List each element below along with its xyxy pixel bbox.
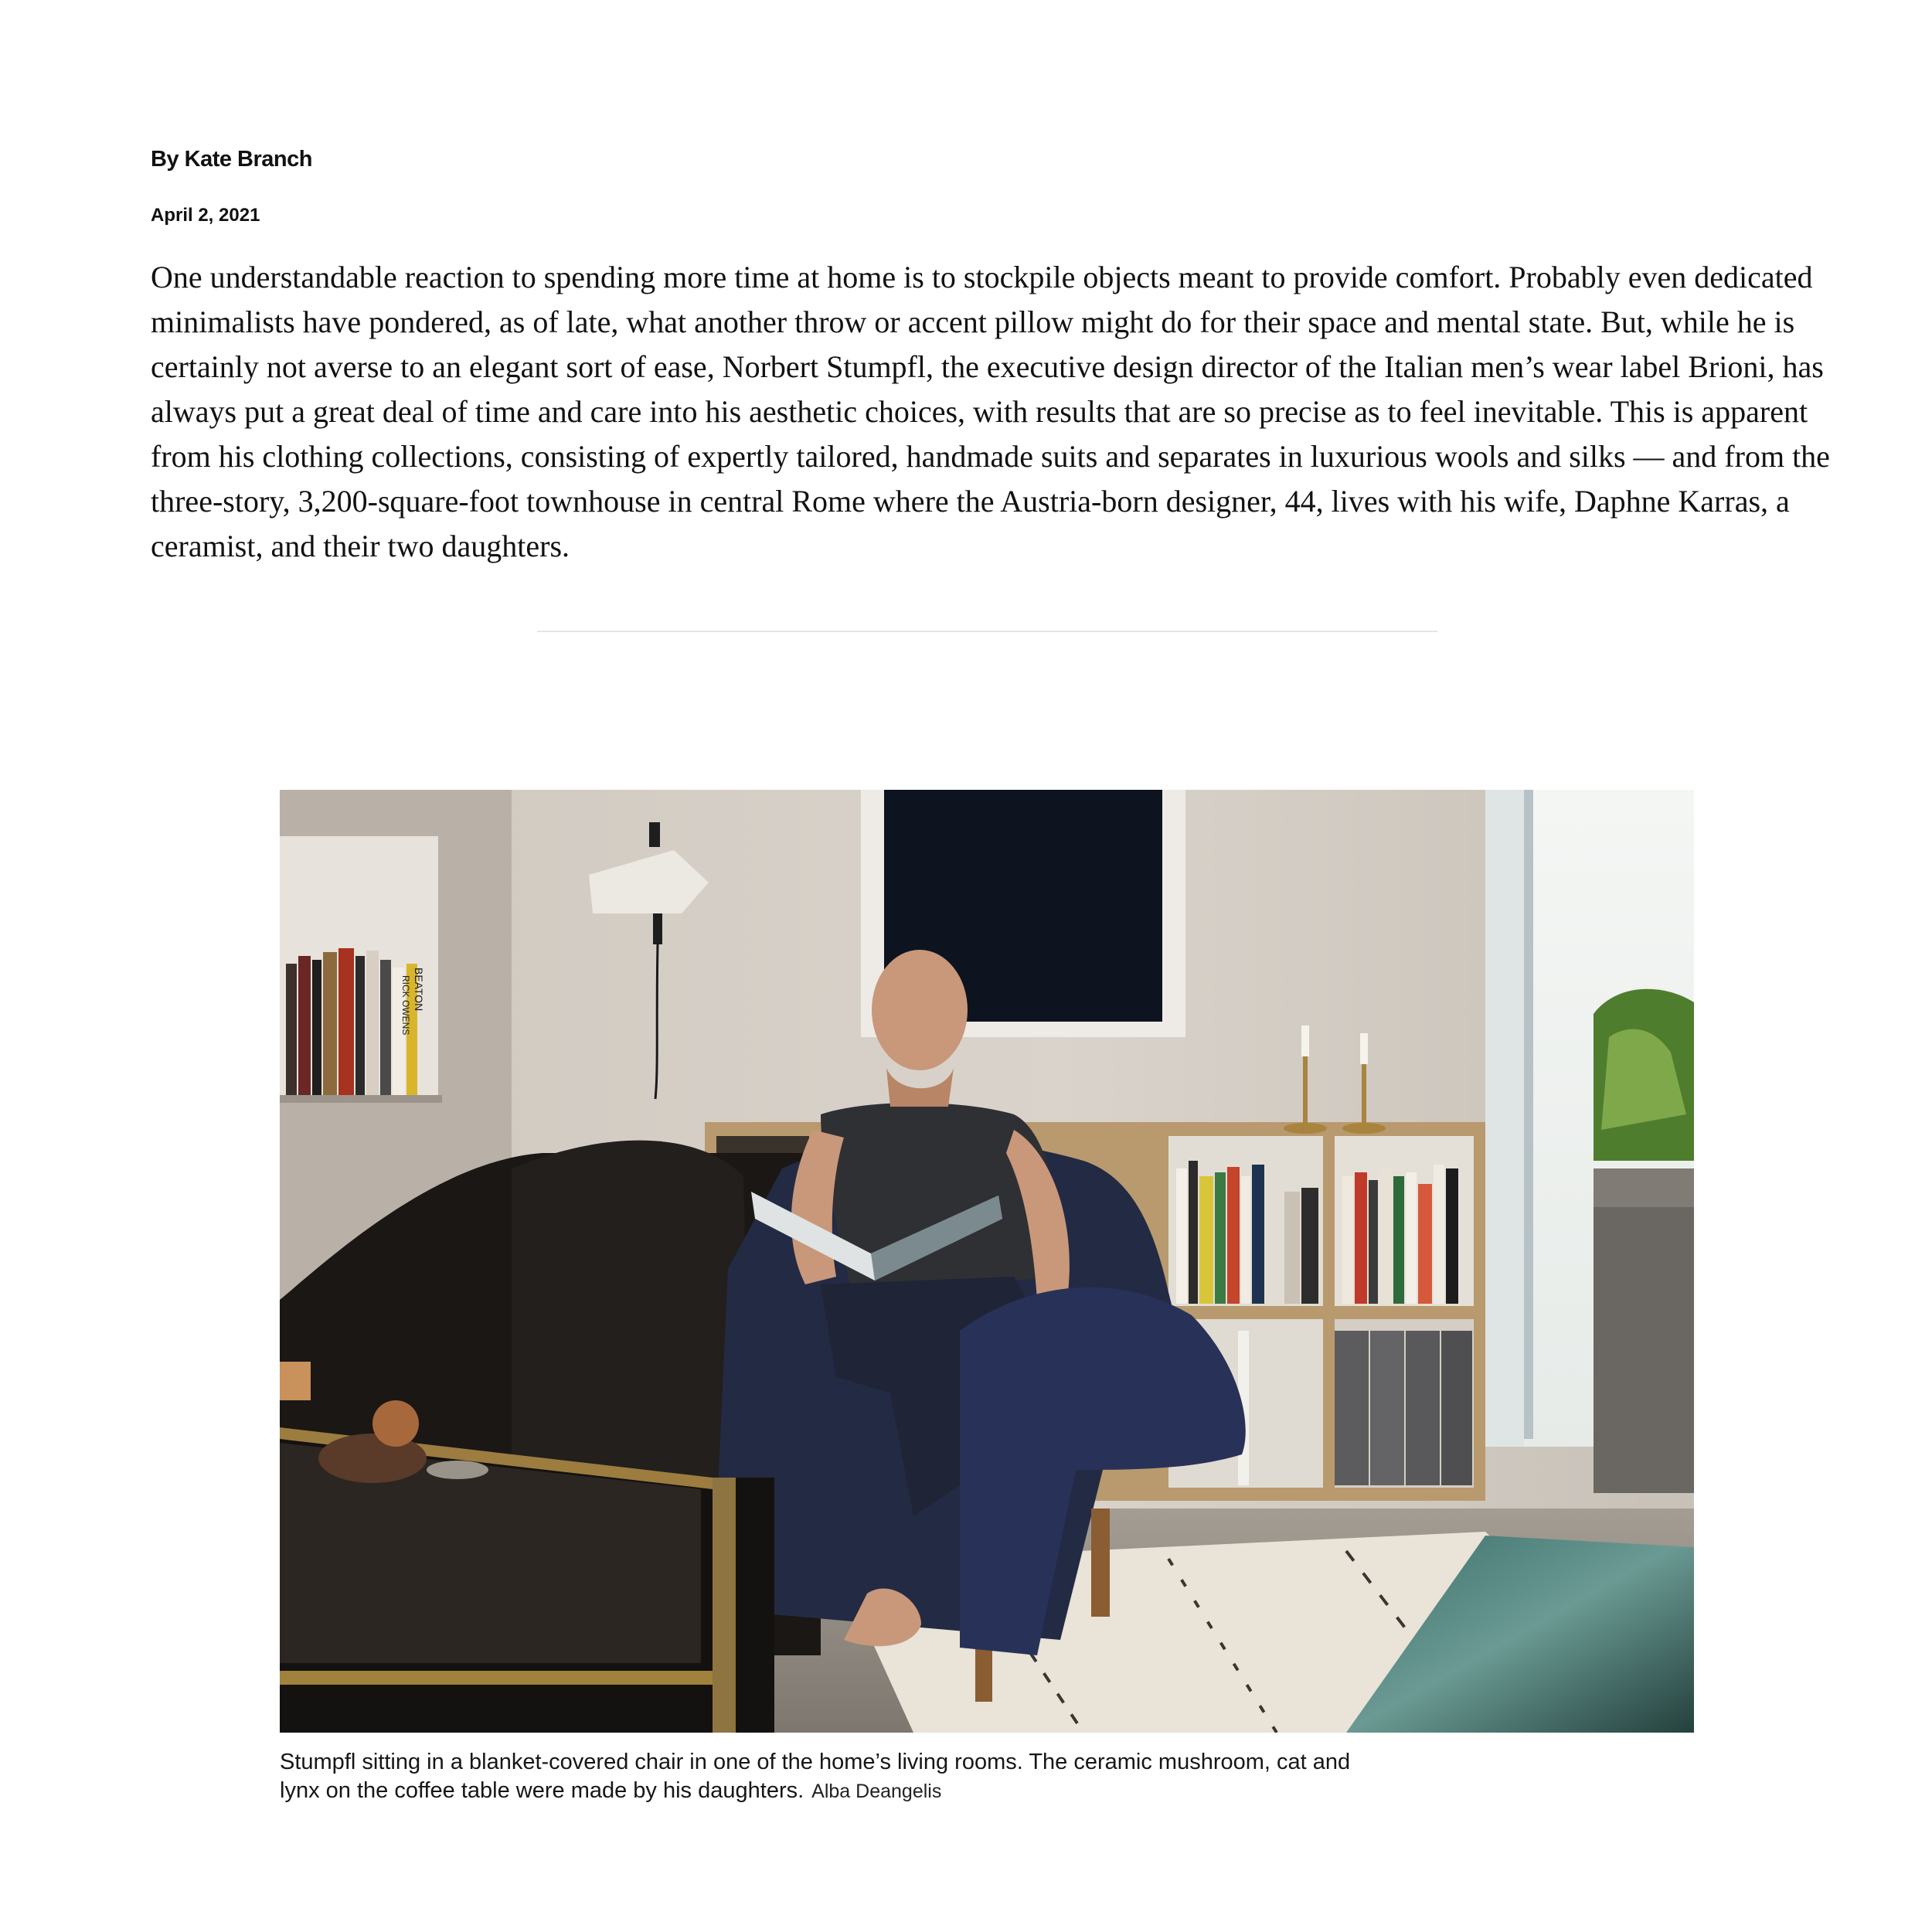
book-spine-rick-owens: RICK OWENS [400, 975, 411, 1036]
article-byline[interactable]: By Kate Branch [151, 147, 312, 172]
living-room-photo[interactable] [280, 790, 1694, 1733]
bookshelf-niche [280, 836, 442, 1103]
article-lede-paragraph: One understandable reaction to spending more time at home is to stockpile objects meant to provide comfort. Probably even dedicated minimalists have pondered, as of late, what another throw or accent pillow might do for their space and mental state. But, while he is certainly not averse to an elegant sort of ease, Norbert Stumpfl, the executive design director of the Italian men’s wear label Brioni, has always put a great deal of time and care into his aesthetic choices, with results that are so precise as to feel inevitable. This is apparent from his clothing collections, consisting of expertly tailored, handmade suits and separates in luxurious wools and silks — and from the three-story, 3,200-square-foot townhouse in central Rome where the Austria-born designer, 44, lives with his wife, Daphne Karras, a ceramist, and their two daughters. [151, 260, 1830, 563]
window [1485, 790, 1694, 1493]
caption-text: Stumpfl sitting in a blanket-covered chair in one of the home’s living rooms. The ceramic mushroom, cat and lynx on the coffee table were made by his daughters. [280, 1750, 1351, 1803]
book-spine-beaton: BEATON [413, 968, 425, 1012]
section-divider [537, 631, 1437, 632]
photo-caption [280, 1748, 1377, 1806]
photo-credit: Alba Deangelis [811, 1781, 942, 1802]
article-figure [280, 790, 1694, 1803]
living-room-illustration [280, 790, 1694, 1733]
article-date: April 2, 2021 [151, 205, 260, 226]
